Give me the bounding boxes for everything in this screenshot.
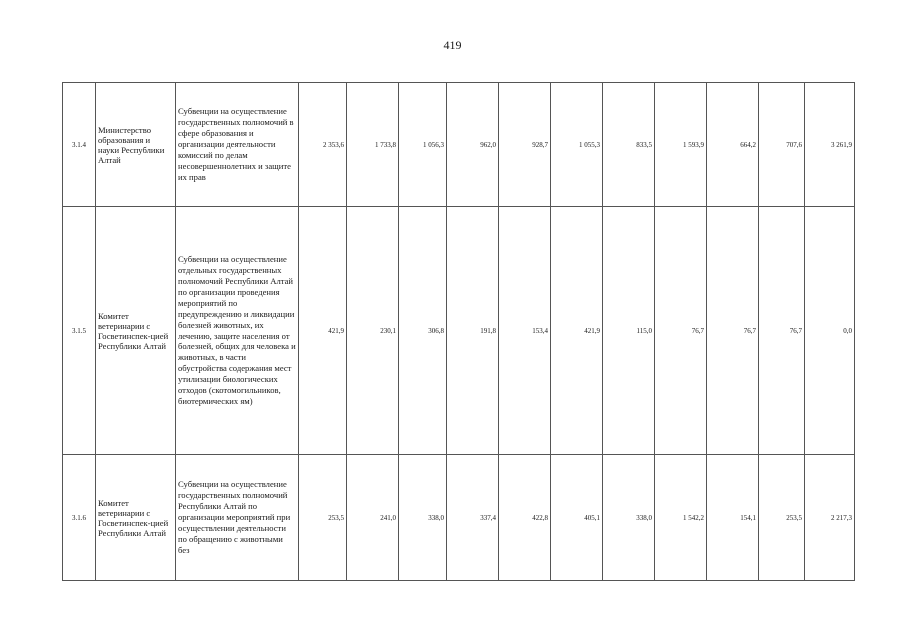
value-cell: 707,6 bbox=[759, 83, 805, 207]
value-cell: 306,8 bbox=[399, 207, 447, 455]
value-cell: 421,9 bbox=[551, 207, 603, 455]
row-description: Субвенции на осуществление государственных полномочий в сфере образования и организации деятельности комиссий по делам несовершеннолетних и защите их прав bbox=[176, 83, 299, 207]
value-cell: 1 593,9 bbox=[655, 83, 707, 207]
row-code: 3.1.4 bbox=[63, 83, 96, 207]
value-cell: 338,0 bbox=[399, 455, 447, 581]
value-cell: 2 217,3 bbox=[805, 455, 855, 581]
row-organization: Комитет ветеринарии с Госветинспек-цией Республики Алтай bbox=[96, 455, 176, 581]
value-cell: 928,7 bbox=[499, 83, 551, 207]
table-row bbox=[63, 455, 855, 581]
value-cell: 337,4 bbox=[447, 455, 499, 581]
value-cell: 664,2 bbox=[707, 83, 759, 207]
value-cell: 1 055,3 bbox=[551, 83, 603, 207]
page-number: 419 bbox=[443, 38, 462, 52]
budget-table bbox=[62, 82, 855, 581]
value-cell: 833,5 bbox=[603, 83, 655, 207]
value-cell: 405,1 bbox=[551, 455, 603, 581]
value-cell: 154,1 bbox=[707, 455, 759, 581]
value-cell: 253,5 bbox=[299, 455, 347, 581]
row-code: 3.1.5 bbox=[63, 207, 96, 455]
table-row bbox=[63, 207, 855, 455]
value-cell: 3 261,9 bbox=[805, 83, 855, 207]
value-cell: 2 353,6 bbox=[299, 83, 347, 207]
value-cell: 230,1 bbox=[347, 207, 399, 455]
row-description: Субвенции на осуществление отдельных государственных полномочий Республики Алтай по организации проведения мероприятий по предупреждению и ликвидации болезней животных, их лечению, защите населения от болезней, общих для человека и животных, в части обустройства содержания мест утилизации биологических отходов (скотомогильников, биотермических ям) bbox=[176, 207, 299, 455]
value-cell: 962,0 bbox=[447, 83, 499, 207]
value-cell: 153,4 bbox=[499, 207, 551, 455]
row-organization: Комитет ветеринарии с Госветинспек-цией Республики Алтай bbox=[96, 207, 176, 455]
value-cell: 253,5 bbox=[759, 455, 805, 581]
value-cell: 1 056,3 bbox=[399, 83, 447, 207]
value-cell: 421,9 bbox=[299, 207, 347, 455]
row-description: Субвенции на осуществление государственных полномочий Республики Алтай по организации мероприятий при осуществлении деятельности по обращению с животными без bbox=[176, 455, 299, 581]
value-cell: 191,8 bbox=[447, 207, 499, 455]
row-organization: Министерство образования и науки Республики Алтай bbox=[96, 83, 176, 207]
value-cell: 76,7 bbox=[759, 207, 805, 455]
value-cell: 1 542,2 bbox=[655, 455, 707, 581]
value-cell: 422,8 bbox=[499, 455, 551, 581]
value-cell: 338,0 bbox=[603, 455, 655, 581]
table-row bbox=[63, 83, 855, 207]
row-code: 3.1.6 bbox=[63, 455, 96, 581]
value-cell: 76,7 bbox=[707, 207, 759, 455]
value-cell: 1 733,8 bbox=[347, 83, 399, 207]
value-cell: 0,0 bbox=[805, 207, 855, 455]
value-cell: 241,0 bbox=[347, 455, 399, 581]
value-cell: 76,7 bbox=[655, 207, 707, 455]
value-cell: 115,0 bbox=[603, 207, 655, 455]
